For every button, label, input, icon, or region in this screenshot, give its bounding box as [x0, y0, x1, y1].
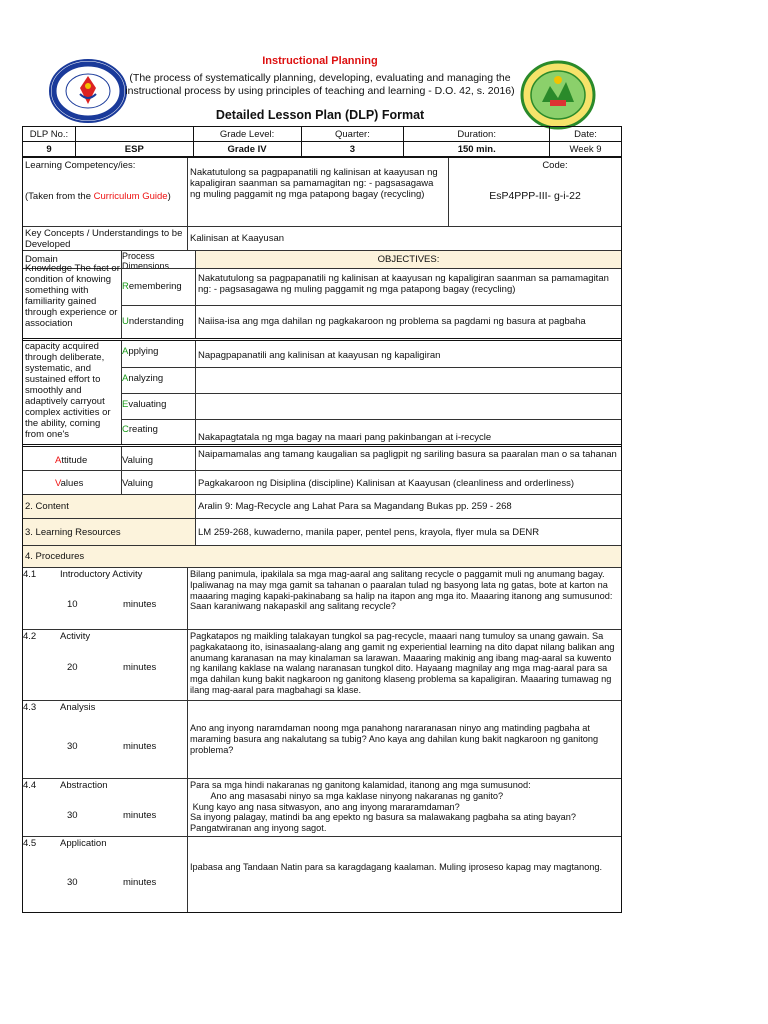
procedure-minutes: 20: [67, 662, 78, 673]
understanding-dimension: Understanding: [121, 305, 195, 339]
procedure-unit: minutes: [123, 741, 157, 752]
duration-label: Duration:: [404, 127, 550, 142]
procedure-number: 4.1: [23, 569, 37, 580]
competency-source: (Taken from the Curriculum Guide): [25, 191, 171, 202]
creating-objective: Nakapagtatala ng mga bagay na maari pang pakinbangan at i-recycle: [195, 419, 621, 445]
key-concepts-value: Kalinisan at Kaayusan: [187, 227, 621, 250]
procedure-number: 4.5: [23, 838, 37, 849]
procedure-name: Activity: [60, 631, 91, 642]
grade-level-value: Grade IV: [193, 142, 301, 157]
remembering-dimension: Remembering: [121, 269, 195, 305]
competency-code: EsP4PPP-III- g-i-22: [489, 190, 581, 202]
values-objective: Pagkakaroon ng Disiplina (discipline) Kalinisan at Kaayusan (cleanliness and orderliness): [195, 471, 621, 494]
procedures-header-row: [23, 545, 621, 567]
procedures-label: 4. Procedures: [25, 551, 85, 562]
values-dimension: Valuing: [121, 471, 195, 494]
procedure-minutes: 30: [67, 877, 78, 888]
attitude-row: [23, 444, 621, 470]
procedure-text: Ano ang inyong naramdaman noong mga panahong nararanasan ninyo ang matinding pagbaha at maraming basura ang nakalutang sa tubig? Ano kaya ang dahilan kung bakit nagkaroon ng ganitong problema?: [187, 701, 621, 778]
curriculum-guide-link: Curriculum Guide: [93, 191, 168, 202]
procedure-minutes: 30: [67, 741, 78, 752]
procedure-number: 4.4: [23, 780, 37, 791]
dlp-meta-table: [22, 126, 622, 157]
evaluating-dimension: Evaluating: [121, 393, 195, 419]
resources-label: 3. Learning Resources: [25, 527, 121, 538]
key-concepts-label: Key Concepts / Understandings to be Developed: [25, 228, 183, 250]
key-concepts-row: [23, 226, 621, 250]
procedure-name: Application: [60, 838, 107, 849]
knowledge-domain-text: Knowledge The fact or condition of knowing something with familiarity gained through experience or association: [25, 263, 120, 329]
knowledge-row: [23, 263, 621, 338]
content-value: Aralin 9: Mag-Recycle ang Lahat Para sa Magandang Bukas pp. 259 - 268: [195, 495, 621, 518]
lesson-plan-body: [22, 157, 622, 913]
attitude-dimension: Valuing: [121, 447, 195, 470]
resources-value: LM 259-268, kuwaderno, manila paper, pentel pens, krayola, flyer mula sa DENR: [195, 519, 621, 545]
procedure-unit: minutes: [123, 599, 157, 610]
content-row: [23, 494, 621, 518]
procedure-introductory-activity: [23, 567, 621, 629]
procedure-unit: minutes: [123, 662, 157, 673]
quarter-value: 3: [301, 142, 404, 157]
procedure-minutes: 10: [67, 599, 78, 610]
procedure-name: Abstraction: [60, 780, 108, 791]
subject-value: ESP: [75, 142, 193, 157]
procedure-minutes: 30: [67, 810, 78, 821]
procedure-text: Ipabasa ang Tandaan Natin para sa karagdagang kaalaman. Muling iproseso kapag may magtanong.: [187, 837, 621, 912]
procedure-number: 4.2: [23, 631, 37, 642]
procedure-activity: [23, 629, 621, 700]
instructional-planning-title: Instructional Planning: [262, 55, 378, 67]
objectives-header: OBJECTIVES:: [195, 251, 621, 268]
dlp-no-label: DLP No.:: [23, 127, 76, 142]
procedure-abstraction: [23, 778, 621, 836]
creating-dimension: Creating: [121, 419, 195, 445]
grade-level-label: Grade Level:: [193, 127, 301, 142]
procedure-name: Analysis: [60, 702, 96, 713]
analyzing-objective: [195, 367, 621, 393]
evaluating-objective: [195, 393, 621, 419]
duration-value: 150 min.: [404, 142, 550, 157]
content-label: 2. Content: [25, 501, 69, 512]
values-domain: Values: [55, 478, 84, 489]
skills-domain-text: capacity acquired through deliberate, systematic, and sustained effort to smoothly and adaptively carryout complex activities or the ability, coming from one's: [25, 341, 111, 440]
procedure-text: Pagkatapos ng maikling talakayan tungkol sa pag-recycle, maaari nang tumuloy sa unang gawain. Sa pagkakataong ito, isinasaalang-alang ang gamit ng experiential learning na dito dapat nilang balikan ang anumang karanasan na may kinalaman sa larawan. Maaaring makinig ang ibang mag-aaral sa kuwento ng kanilang kaklase na walang naranasan tungkol dito. Hayaang magnilay ang mga mag-aaral para sa mga dahilan kung bakit nagkaroon ng ganitong klaseng problema sa kapaligiran. Maaaring tumawag ng ilang mag-aaral para magbahagi sa klase.: [187, 630, 621, 700]
remembering-objective: Nakatutulong sa pagpapanatili ng kalinisan at kaayusan ng kapaligiran saanman sa pamamagitan ng: - pagsasagawa ng muling paggamit ng mga patapong bagay (recycling): [195, 269, 621, 305]
competency-label: Learning Competency/ies:: [25, 160, 136, 171]
attitude-domain: Attitude: [55, 455, 88, 466]
values-row: [23, 470, 621, 494]
resources-row: [23, 518, 621, 545]
procedure-unit: minutes: [123, 810, 157, 821]
quarter-label: Quarter:: [301, 127, 404, 142]
procedure-application: [23, 836, 621, 912]
procedure-number: 4.3: [23, 702, 37, 713]
dlp-no-value: 9: [23, 142, 76, 157]
procedure-name: Introductory Activity: [60, 569, 143, 580]
date-label: Date:: [550, 127, 622, 142]
code-label: Code:: [542, 160, 568, 171]
procedure-text: Para sa mga hindi nakaranas ng ganitong kalamidad, itanong ang mga sumusunod: Ano ang masasabi ninyo sa mga kaklase ninyong nakaranas ng ganito? Kung kayo ang nasa sitwasyon, ano ang inyong mararamdaman? Sa inyong palagay, matindi ba ang epekto ng basura sa malawakang pagbaha sa ating bayan? Pangatwiranan ang inyong sagot.: [187, 779, 621, 836]
applying-objective: Napagpapanatili ang kalinisan at kaayusan ng kapaligiran: [195, 341, 621, 367]
attitude-objective: Naipamamalas ang tamang kaugalian sa pagligpit ng sariling basura sa paaralan man o sa tahanan: [195, 447, 621, 470]
understanding-objective: Naiisa-isa ang mga dahilan ng pagkakaroon ng problema sa pagdami ng basura at pagbaha: [195, 305, 621, 339]
domain-header: Domain: [25, 254, 58, 265]
competency-text: Nakatutulong sa pagpapanatili ng kalinisan at kaayusan ng kapaligiran saanman sa pamamagitan ng: - pagsasagawa ng muling paggamit ng mga patapong bagay (recycling): [187, 158, 448, 226]
dlp-format-title: Detailed Lesson Plan (DLP) Format: [215, 108, 425, 122]
skills-row: [23, 338, 621, 444]
procedure-unit: minutes: [123, 877, 157, 888]
competency-row: [23, 158, 621, 226]
applying-dimension: Applying: [121, 341, 195, 367]
process-dimensions-header: Process Dimensions: [121, 251, 195, 268]
date-value: Week 9: [550, 142, 622, 157]
procedure-text: Bilang panimula, ipakilala sa mga mag-aaral ang salitang recycle o paggamit muli ng anumang bagay. Ipaliwanag na may mga gamit sa tahanan o paaralan tulad ng basyong lata ng gatas, bote at karton na maaaring maging kapaki-pakinabang sa halip na itapon ang mga ito. Maaaring itanong ang sumusunod: Saan karaniwang nakapaskil ang salitang recycle?: [187, 568, 621, 629]
analyzing-dimension: Analyzing: [121, 367, 195, 393]
instructional-planning-description: (The process of systematically planning, developing, evaluating and managing the instructional process by using principles of teaching and learning - D.O. 42, s. 2016): [125, 72, 515, 97]
procedure-analysis: [23, 700, 621, 778]
